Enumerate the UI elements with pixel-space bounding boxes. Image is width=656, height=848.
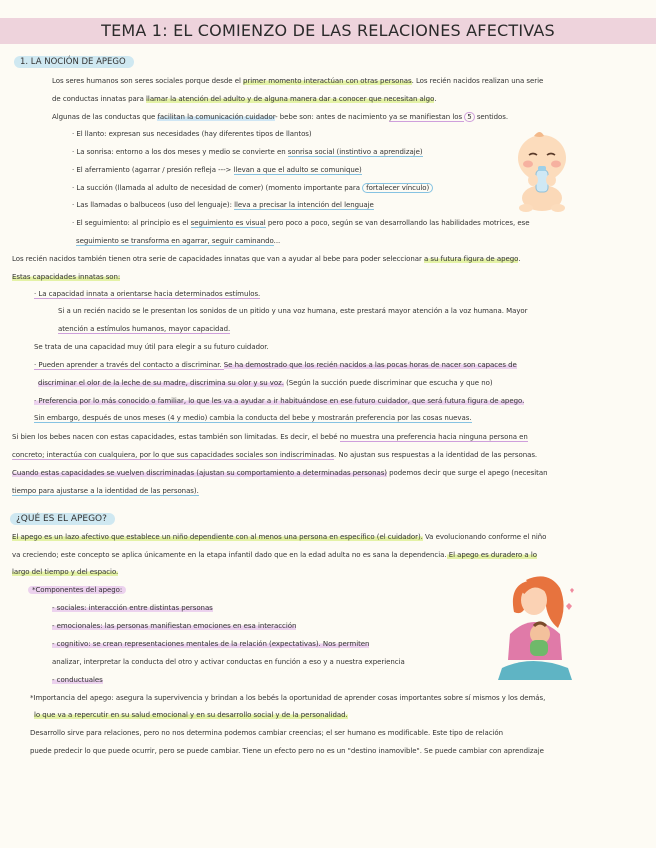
list-item: · El aferramiento (agarrar / presión refleja ---> llevan a que el adulto se comunique) xyxy=(72,166,362,174)
text-line: concreto; interactúa con cualquiera, por lo que sus capacidades sociales son indiscriminadas. No ajustan sus respuestas a la identidad de las personas. xyxy=(12,451,538,459)
page-title: TEMA 1: EL COMIENZO DE LAS RELACIONES AFECTIVAS xyxy=(101,21,555,40)
text-line: Los recién nacidos también tienen otra serie de capacidades innatas que van a ayudar al bebe para poder seleccionar a su futura figura de apego. xyxy=(12,255,521,263)
text-line: tiempo para ajustarse a la identidad de las personas). xyxy=(12,487,199,495)
text-line: Estas capacidades innatas son: xyxy=(12,273,121,281)
list-item: - conductuales xyxy=(52,676,103,684)
text-line: atención a estímulos humanos, mayor capacidad. xyxy=(58,325,231,333)
text-line: Si bien los bebes nacen con estas capacidades, estas también son limitadas. Es decir, el bebé no muestra una preferencia hacia ninguna persona en xyxy=(12,433,528,441)
list-item: · El llanto: expresan sus necesidades (hay diferentes tipos de llantos) xyxy=(72,130,312,138)
text-line: largo del tiempo y del espacio. xyxy=(12,568,119,576)
list-item: · La succión (llamada al adulto de necesidad de comer) (momento importante para fortalecer vínculo) xyxy=(72,184,433,193)
text-line: Algunas de las conductas que facilitan la comunicación cuidador- bebe son: antes de nacimiento ya se manifiestan los 5 sentidos. xyxy=(52,113,509,121)
text-line: lo que va a repercutir en su salud emocional y en su desarrollo social y de la personalidad. xyxy=(34,711,348,719)
text-line: de conductas innatas para llamar la atención del adulto y de alguna manera dar a conocer que necesitan algo. xyxy=(52,95,437,103)
text-line: *Importancia del apego: asegura la supervivencia y brindan a los bebés la oportunidad de aprender cosas importantes sobre sí mismos y los demás, xyxy=(30,694,546,702)
text-line: discriminar el olor de la leche de su madre, discrimina su olor y su voz. (Según la succión puede discriminar que escucha y que no) xyxy=(38,379,493,387)
list-item: · La capacidad innata a orientarse hacia determinados estímulos. xyxy=(34,290,261,298)
section-heading-que-es-apego: ¿QUÉ ES EL APEGO? xyxy=(10,513,115,525)
list-item: · La sonrisa: entorno a los dos meses y medio se convierte en sonrisa social (instintivo a aprendizaje) xyxy=(72,148,423,156)
section-heading-apego: 1. LA NOCIÓN DE APEGO xyxy=(14,56,134,68)
text-line: Si a un recién nacido se le presentan los sonidos de un pitido y una voz humana, este prestará mayor atención a la voz humana. Mayor xyxy=(58,307,528,315)
text-line: Sin embargo, después de unos meses (4 y medio) cambia la conducta del bebe y mostrarán preferencia por las cosas nuevas. xyxy=(34,414,472,422)
text-line: Los seres humanos son seres sociales porque desde el primer momento interactúan con otras personas. Los recién nacidos realizan una serie xyxy=(52,77,544,85)
text-line: va creciendo; este concepto se aplica únicamente en la etapa infantil dado que en la edad adulta no es sana la dependencia. El apego es duradero a lo xyxy=(12,551,537,559)
text-line: Cuando estas capacidades se vuelven discriminadas (ajustan su comportamiento a determinadas personas) podemos decir que surge el apego (necesitan xyxy=(12,469,548,477)
list-item: - emocionales: las personas manifiestan emociones en esa interacción xyxy=(52,622,297,630)
mother-child-illustration xyxy=(496,572,578,684)
list-item-continuation: seguimiento se transforma en agarrar, seguir caminando... xyxy=(76,237,281,245)
list-item: - sociales: interacción entre distintas personas xyxy=(52,604,213,612)
list-item: - cognitivo: se crean representaciones mentales de la relación (expectativas). Nos permiten xyxy=(52,640,370,648)
baby-illustration xyxy=(508,128,576,214)
list-item: · El seguimiento: al principio es el seguimiento es visual pero poco a poco, según se van desarrollando las habilidades motrices, ese xyxy=(72,219,530,227)
list-item: · Preferencia por lo más conocido o familiar, lo que les va a ayudar a ir habituándose en ese futuro cuidador, que será futura figura de apego. xyxy=(34,397,525,405)
list-item: · Las llamadas o balbuceos (uso del lenguaje): lleva a precisar la intención del lenguaje xyxy=(72,201,374,209)
list-item: · Pueden aprender a través del contacto a discriminar. Se ha demostrado que los recién nacidos a las pocas horas de nacer son capaces de xyxy=(34,361,517,369)
text-line: puede predecir lo que puede ocurrir, pero se puede cambiar. Tiene un efecto pero no es un "destino inamovible". Se puede cambiar con aprendizaje xyxy=(30,747,544,755)
text-line: Se trata de una capacidad muy útil para elegir a su futuro cuidador. xyxy=(34,343,269,351)
text-line: Desarrollo sirve para relaciones, pero no nos determina podemos cambiar creencias; el ser humano es modificable. Este tipo de relación xyxy=(30,729,504,737)
components-title: *Componentes del apego: xyxy=(28,586,126,595)
text-line: El apego es un lazo afectivo que establece un niño dependiente con al menos una persona en específico (el cuidador). Va evolucionando conforme el niño xyxy=(12,533,547,541)
text-line: analizar, interpretar la conducta del otro y activar conductas en función a eso y a nuestra experiencia xyxy=(52,658,405,666)
